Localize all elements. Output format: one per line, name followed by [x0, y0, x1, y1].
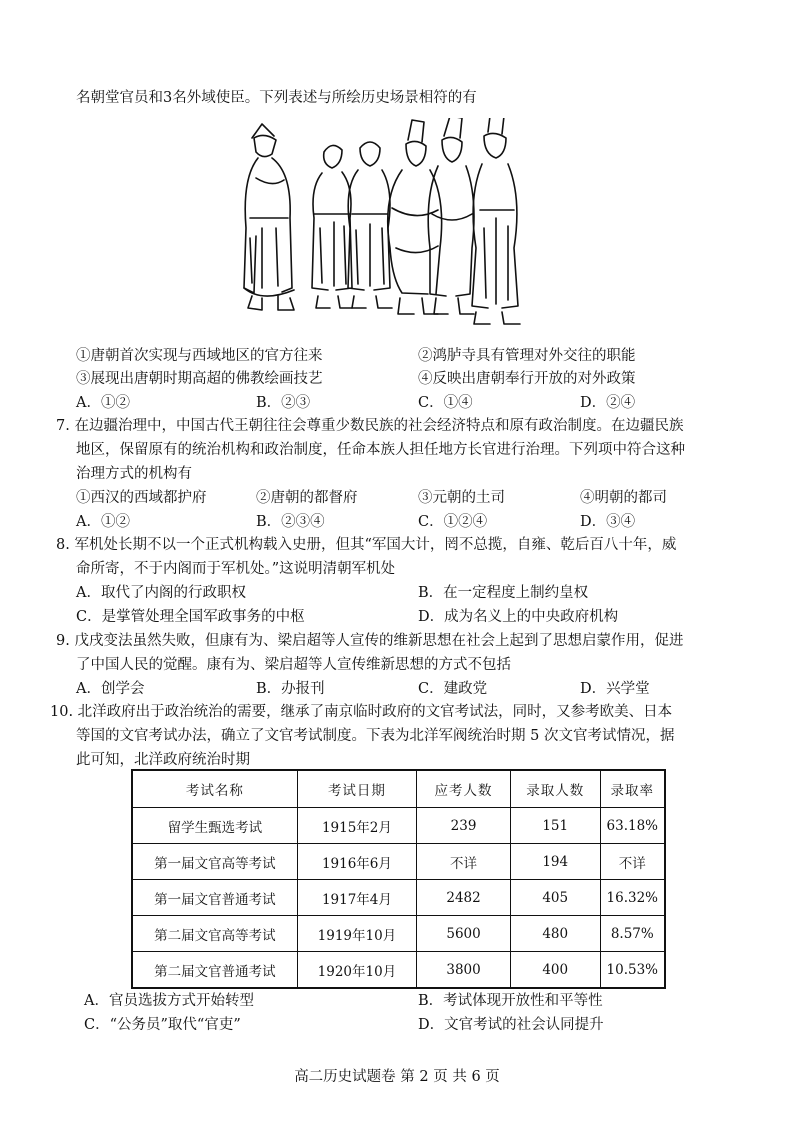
cell-exam-date: 1916年6月: [297, 844, 417, 880]
q8-option-d[interactable]: D．成为名义上的中央政府机构: [418, 609, 619, 625]
table-row: [132, 916, 665, 952]
q10-option-a[interactable]: A．官员选拔方式开始转型: [84, 993, 254, 1009]
cell-admitted: 151: [510, 808, 600, 844]
table-row: [132, 880, 665, 916]
cell-applicants: 5600: [417, 916, 511, 952]
q7-stem-line-3: 治理方式的机构有: [76, 466, 192, 482]
q9-option-a[interactable]: A．创学会: [76, 681, 145, 697]
q6-option-a[interactable]: A．①②: [76, 395, 130, 411]
q8-stem-line-2: 命所寄，不于内阁而于军机处。”这说明清朝军机处: [76, 561, 396, 577]
q7-statement-3: ③元朝的土司: [418, 490, 505, 506]
cell-exam-date: 1920年10月: [297, 952, 417, 989]
q7-statement-1: ①西汉的西域都护府: [76, 490, 207, 506]
cell-rate: 10.53%: [600, 952, 665, 989]
table-row: [132, 844, 665, 880]
q7-option-a[interactable]: A．①②: [76, 514, 130, 530]
q9-option-b[interactable]: B．办报刊: [256, 681, 325, 697]
q10-stem-line-2: 等国的文官考试办法，确立了文官考试制度。下表为北洋军阀统治时期 5 次文官考试情况，据: [76, 728, 675, 744]
cell-applicants: 不详: [417, 844, 511, 880]
q9-option-d[interactable]: D．兴学堂: [580, 681, 650, 697]
cell-rate: 8.57%: [600, 916, 665, 952]
q7-option-b[interactable]: B．②③④: [256, 514, 325, 530]
cell-exam-name: 第一届文官高等考试: [132, 844, 297, 880]
q9-option-c[interactable]: C．建政党: [418, 681, 488, 697]
col-header-applicants: 应考人数: [417, 770, 511, 808]
q9-stem-line-1: 9. 戊戌变法虽然失败，但康有为、梁启超等人宣传的维新思想在社会上起到了思想启蒙作用，促进: [56, 633, 684, 649]
q8-option-a[interactable]: A．取代了内阁的行政职权: [76, 585, 246, 601]
col-header-rate: 录取率: [600, 770, 665, 808]
q7-statement-4: ④明朝的都司: [580, 490, 667, 506]
q10-stem-line-1: 10. 北洋政府出于政治统治的需要，继承了南京临时政府的文官考试法，同时，又参考欧美、日本: [50, 704, 673, 720]
cell-applicants: 239: [417, 808, 511, 844]
col-header-exam-date: 考试日期: [297, 770, 417, 808]
cell-rate: 16.32%: [600, 880, 665, 916]
cell-exam-date: 1919年10月: [297, 916, 417, 952]
q9-stem-line-2: 了中国人民的觉醒。康有为、梁启超等人宣传维新思想的方式不包括: [76, 657, 511, 673]
cell-exam-name: 第二届文官普通考试: [132, 952, 297, 989]
cell-applicants: 2482: [417, 880, 511, 916]
page-footer: 高二历史试题卷 第 2 页 共 6 页: [294, 1069, 500, 1085]
cell-admitted: 405: [510, 880, 600, 916]
q7-option-c[interactable]: C．①②④: [418, 514, 488, 530]
cell-exam-date: 1915年2月: [297, 808, 417, 844]
cell-admitted: 480: [510, 916, 600, 952]
q7-stem-line-1: 7. 在边疆治理中，中国古代王朝往往会尊重少数民族的社会经济特点和原有政治制度。在边疆民族: [56, 418, 684, 434]
q8-option-c[interactable]: C．是掌管处理全国军政事务的中枢: [76, 609, 305, 625]
q10-stem-line-3: 此可知，北洋政府统治时期: [76, 752, 250, 768]
table-header-row: [132, 770, 665, 808]
q6-statement-2: ②鸿胪寺具有管理对外交往的职能: [418, 348, 636, 364]
col-header-exam-name: 考试名称: [132, 770, 297, 808]
q10-option-c[interactable]: C．“公务员”取代“官吏”: [84, 1017, 241, 1033]
cell-exam-name: 留学生甄选考试: [132, 808, 297, 844]
cell-admitted: 400: [510, 952, 600, 989]
cell-rate: 不详: [600, 844, 665, 880]
cell-rate: 63.18%: [600, 808, 665, 844]
cell-exam-name: 第二届文官高等考试: [132, 916, 297, 952]
cell-admitted: 194: [510, 844, 600, 880]
cell-exam-date: 1917年4月: [297, 880, 417, 916]
q10-option-d[interactable]: D．文官考试的社会认同提升: [418, 1017, 604, 1033]
q6-option-c[interactable]: C．①④: [418, 395, 473, 411]
q6-statement-1: ①唐朝首次实现与西域地区的官方往来: [76, 348, 323, 364]
q6-option-b[interactable]: B．②③: [256, 395, 311, 411]
tang-envoys-illustration: [232, 118, 522, 336]
q7-statement-2: ②唐朝的都督府: [256, 490, 358, 506]
q6-statement-4: ④反映出唐朝奉行开放的对外政策: [418, 371, 636, 387]
q6-option-d[interactable]: D．②④: [580, 395, 636, 411]
exam-statistics-table: [131, 769, 666, 989]
q6-stem-continuation: 名朝堂官员和3名外域使臣。下列表述与所绘历史场景相符的有: [76, 90, 477, 106]
q8-option-b[interactable]: B．在一定程度上制约皇权: [418, 585, 589, 601]
q8-stem-line-1: 8. 军机处长期不以一个正式机构载入史册，但其“军国大计，罔不总揽，自雍、乾后百八十年，威: [56, 537, 677, 553]
cell-exam-name: 第一届文官普通考试: [132, 880, 297, 916]
q6-statement-3: ③展现出唐朝时期高超的佛教绘画技艺: [76, 371, 323, 387]
q10-option-b[interactable]: B．考试体现开放性和平等性: [418, 993, 603, 1009]
col-header-admitted: 录取人数: [510, 770, 600, 808]
table-row: [132, 952, 665, 989]
q7-option-d[interactable]: D．③④: [580, 514, 636, 530]
cell-applicants: 3800: [417, 952, 511, 989]
table-row: [132, 808, 665, 844]
q7-stem-line-2: 地区，保留原有的统治机构和政治制度，任命本族人担任地方长官进行治理。下列项中符合这种: [76, 442, 685, 458]
